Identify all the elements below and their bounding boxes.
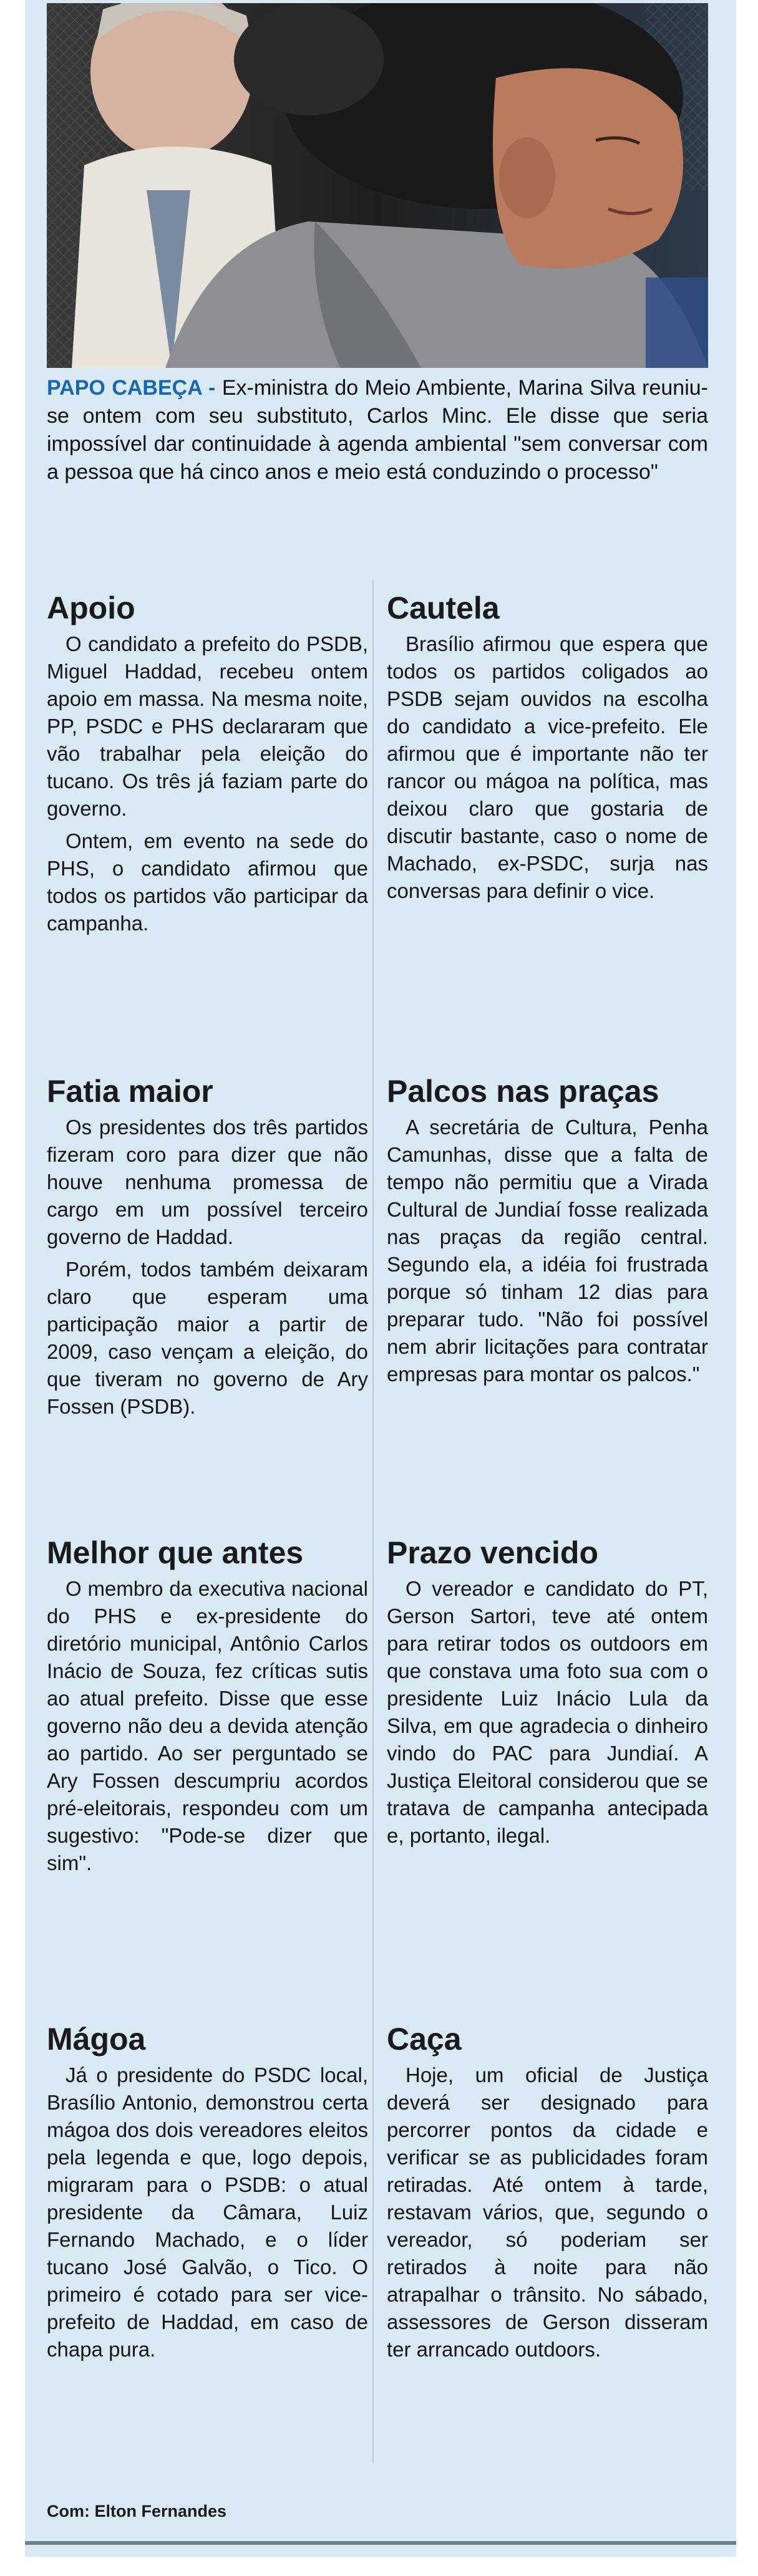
section-palcos-nas-pracas [387,1073,708,1388]
section-paragraph: Hoje, um oficial de Justiça deverá ser designado para percorrer pontos da cidade e verificar se as publicidades foram retiradas. Até ontem à tarde, restavam vários, que, segundo o vereador, só poderiam ser retirados à noite para não atrapalhar o trânsito. No sábado, assessores de Gerson disseram ter arrancado outdoors. [387,2063,708,2361]
section-paragraph: A secretária de Cultura, Penha Camunhas, disse que a falta de tempo não permitiu que a Virada Cultural de Jundiaí fosse realizada nas praças da região central. Segundo ela, a idéia foi frustrada porque só tinham 12 dias para preparar tudo. "Não foi possível nem abrir licitações para contratar empresas para montar os palcos." [387,1116,708,1386]
column-divider [372,580,374,2463]
section-cautela [387,589,708,905]
author-credit: Com: Elton Fernandes [47,2502,227,2521]
section-caca [387,2020,708,2363]
section-prazo-vencido [387,1534,708,1850]
section-paragraph: Brasílio afirmou que espera que todos os partidos coligados ao PSDB sejam ouvidos na escolha do candidato a vice-prefeito. Ele afirmou que é importante não ter rancor ou mágoa na política, mas deixou claro que gostaria de discutir bastante, caso o nome de Machado, ex-PSDC, surja nas conversas para definir o vice. [387,632,708,902]
section-title: Fatia maior [47,1074,213,1109]
section-title: Apoio [47,591,135,625]
section-title: Caça [387,2022,462,2057]
photo-caption [47,374,708,486]
section-title: Palcos nas praças [387,1074,659,1109]
section-paragraph: Porém, todos também deixaram claro que esperam uma participação maior a partir de 2009, caso vençam a eleição, do que tiveram no governo de Ary Fossen (PSDB). [47,1258,368,1418]
section-melhor-que-antes [47,1534,368,1877]
section-title: Prazo vencido [387,1535,598,1570]
section-paragraph: Já o presidente do PSDC local, Brasílio Antonio, demonstrou certa mágoa dos dois vereadores eleitos pela legenda e que, logo depois, migraram para o PSDB: o atual presidente da Câmara, Luiz Fernando Machado, e o líder tucano José Galvão, o Tico. O primeiro é cotado para ser vice-prefeito de Haddad, em caso de chapa pura. [47,2063,368,2361]
section-title: Cautela [387,591,500,625]
caption-text: Ex-ministra do Meio Ambiente, Marina Silva reuniu-se ontem com seu substituto, Carlos Minc. Ele disse que seria impossível dar continuidade à agenda ambiental "sem conversar com a pessoa que há cinco anos e meio está conduzindo o processo" [47,376,708,484]
bottom-rule [25,2541,736,2545]
section-title: Melhor que antes [47,1535,304,1570]
section-paragraph: O candidato a prefeito do PSDB, Miguel Haddad, recebeu ontem apoio em massa. Na mesma noite, PP, PSDC e PHS declararam que vão trabalhar pela eleição do tucano. Os três já faziam parte do governo. [47,632,368,820]
section-paragraph: Os presidentes dos três partidos fizeram coro para dizer que não houve nenhuma promessa de cargo em um possível terceiro governo de Haddad. [47,1116,368,1248]
section-paragraph: O membro da executiva nacional do PHS e ex-presidente do diretório municipal, Antônio Carlos Inácio de Souza, fez críticas sutis ao atual prefeito. Disse que esse governo não deu a devida atenção ao partido. Ao ser perguntado se Ary Fossen descumpriu acordos pré-eleitorais, respondeu com um sugestivo: "Pode-se dizer que sim". [47,1577,368,1874]
section-paragraph: Ontem, em evento na sede do PHS, o candidato afirmou que todos os partidos vão participar da campanha. [47,829,368,935]
section-magoa [47,2020,368,2363]
section-paragraph: O vereador e candidato do PT, Gerson Sartori, teve até ontem para retirar todos os outdoors em que constava uma foto sua com o presidente Luiz Inácio Lula da Silva, em que agradecia o dinheiro vindo do PAC para Jundiaí. A Justiça Eleitoral considerou que se tratava de campanha antecipada e, portanto, ilegal. [387,1577,708,1847]
caption-kicker: PAPO CABEÇA - [47,376,216,400]
news-photo [47,3,708,368]
section-fatia-maior [47,1073,368,1421]
section-apoio [47,589,368,937]
section-title: Mágoa [47,2022,146,2057]
